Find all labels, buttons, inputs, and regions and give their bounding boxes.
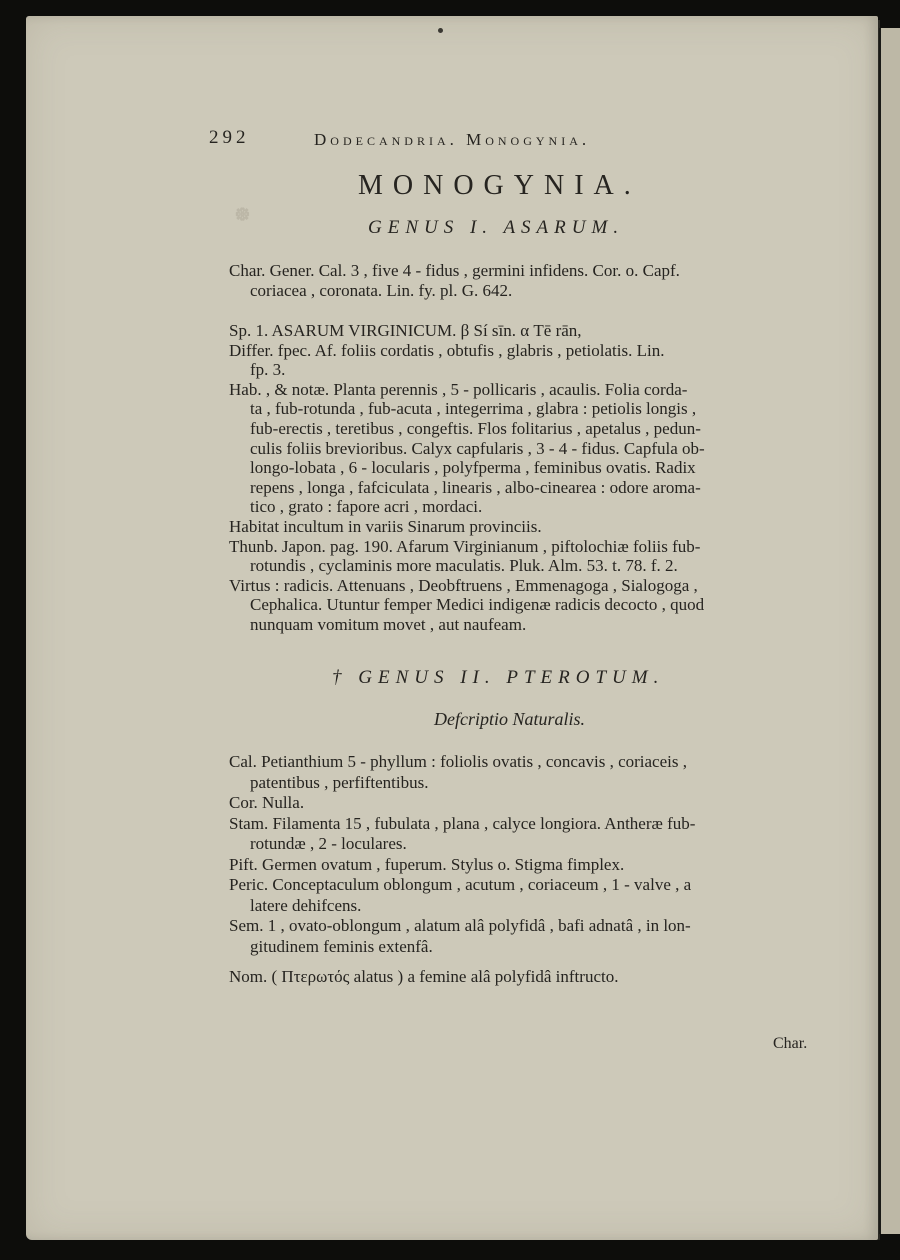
text-line: Virtus : radicis. Attenuans , Deobftruens , Emmenagoga , Sialogoga , [229,575,698,595]
text-line: Cal. Petianthium 5 - phyllum : foliolis ovatis , concavis , coriaceis , [229,752,687,771]
text-line: Sp. 1. ASARUM VIRGINICUM. β Sí sīn. α Tē rān, [229,321,582,340]
text-line: culis foliis brevioribus. Calyx capfularis , 3 - 4 - fidus. Capfula ob- [250,438,705,458]
text-line: Char. Gener. Cal. 3 , five 4 - fidus , germini infidens. Cor. o. Capf. [229,261,680,280]
text-line: latere dehifcens. [250,895,362,915]
genus-2-title: † GENUS II. PTEROTUM. [332,667,665,688]
text-line: ta , fub-rotunda , fub-acuta , integerrima , glabra : petiolis longis , [250,399,697,419]
catchword: Char. [773,1035,808,1052]
genus-1-title: GENUS I. ASARUM. [368,217,625,238]
text-line: Cor. Nulla. [229,793,305,812]
genus-2-subtitle: Defcriptio Naturalis. [434,709,586,729]
adjacent-page-edge [879,28,900,1234]
running-title: Dodecandria. Monogynia. [314,130,591,149]
text-line: Pift. Germen ovatum , fuperum. Stylus o. Stigma fimplex. [229,854,625,874]
text-line: longo-lobata , 6 - locularis , polyfperma , feminibus ovatis. Radix [250,458,696,478]
text-line: rotundis , cyclaminis more maculatis. Pluk. Alm. 53. t. 78. f. 2. [250,556,678,576]
text-line: repens , longa , fafciculata , linearis , albo-cinearea : odore aroma- [250,477,701,497]
text-line: Sem. 1 , ovato-oblongum , alatum alâ polyfidâ , bafi adnatâ , in lon- [229,916,691,935]
text-line: Nom. ( Πτερωτός alatus ) a femine alâ polyfidâ inftructo. [229,967,619,986]
text-line: tico , grato : fapore acri , mordaci. [250,497,483,517]
text-line: Cephalica. Utuntur femper Medici indigenæ radicis decocto , quod [250,595,705,615]
ink-spot [438,28,443,33]
text-line: Differ. fpec. Af. foliis cordatis , obtufis , glabris , petiolatis. Lin. [229,340,665,360]
bleed-through-mark: ᪥ [235,203,250,225]
text-line: fp. 3. [250,360,286,380]
text-line: gitudinem feminis extenfâ. [250,936,433,956]
text-line: Thunb. Japon. pag. 190. Afarum Virginianum , piftolochiæ foliis fub- [229,536,701,556]
text-line: rotundæ , 2 - loculares. [250,834,407,853]
section-title: MONOGYNIA. [358,170,641,201]
text-line: patentibus , perfiftentibus. [250,772,429,792]
page-number: 292 [209,127,250,148]
text-line: Hab. , & notæ. Planta perennis , 5 - pollicaris , acaulis. Folia corda- [229,379,688,399]
text-line: Peric. Conceptaculum oblongum , acutum , coriaceum , 1 - valve , a [229,875,692,894]
text-line: Habitat incultum in variis Sinarum provinciis. [229,517,542,536]
text-line: coriacea , coronata. Lin. fy. pl. G. 642. [250,281,513,300]
text-line: fub-erectis , teretibus , congeftis. Flos folitarius , apetalus , pedun- [250,419,701,438]
text-line: Stam. Filamenta 15 , fubulata , plana , calyce longiora. Antheræ fub- [229,813,696,833]
text-line: nunquam vomitum movet , aut naufeam. [250,615,527,634]
